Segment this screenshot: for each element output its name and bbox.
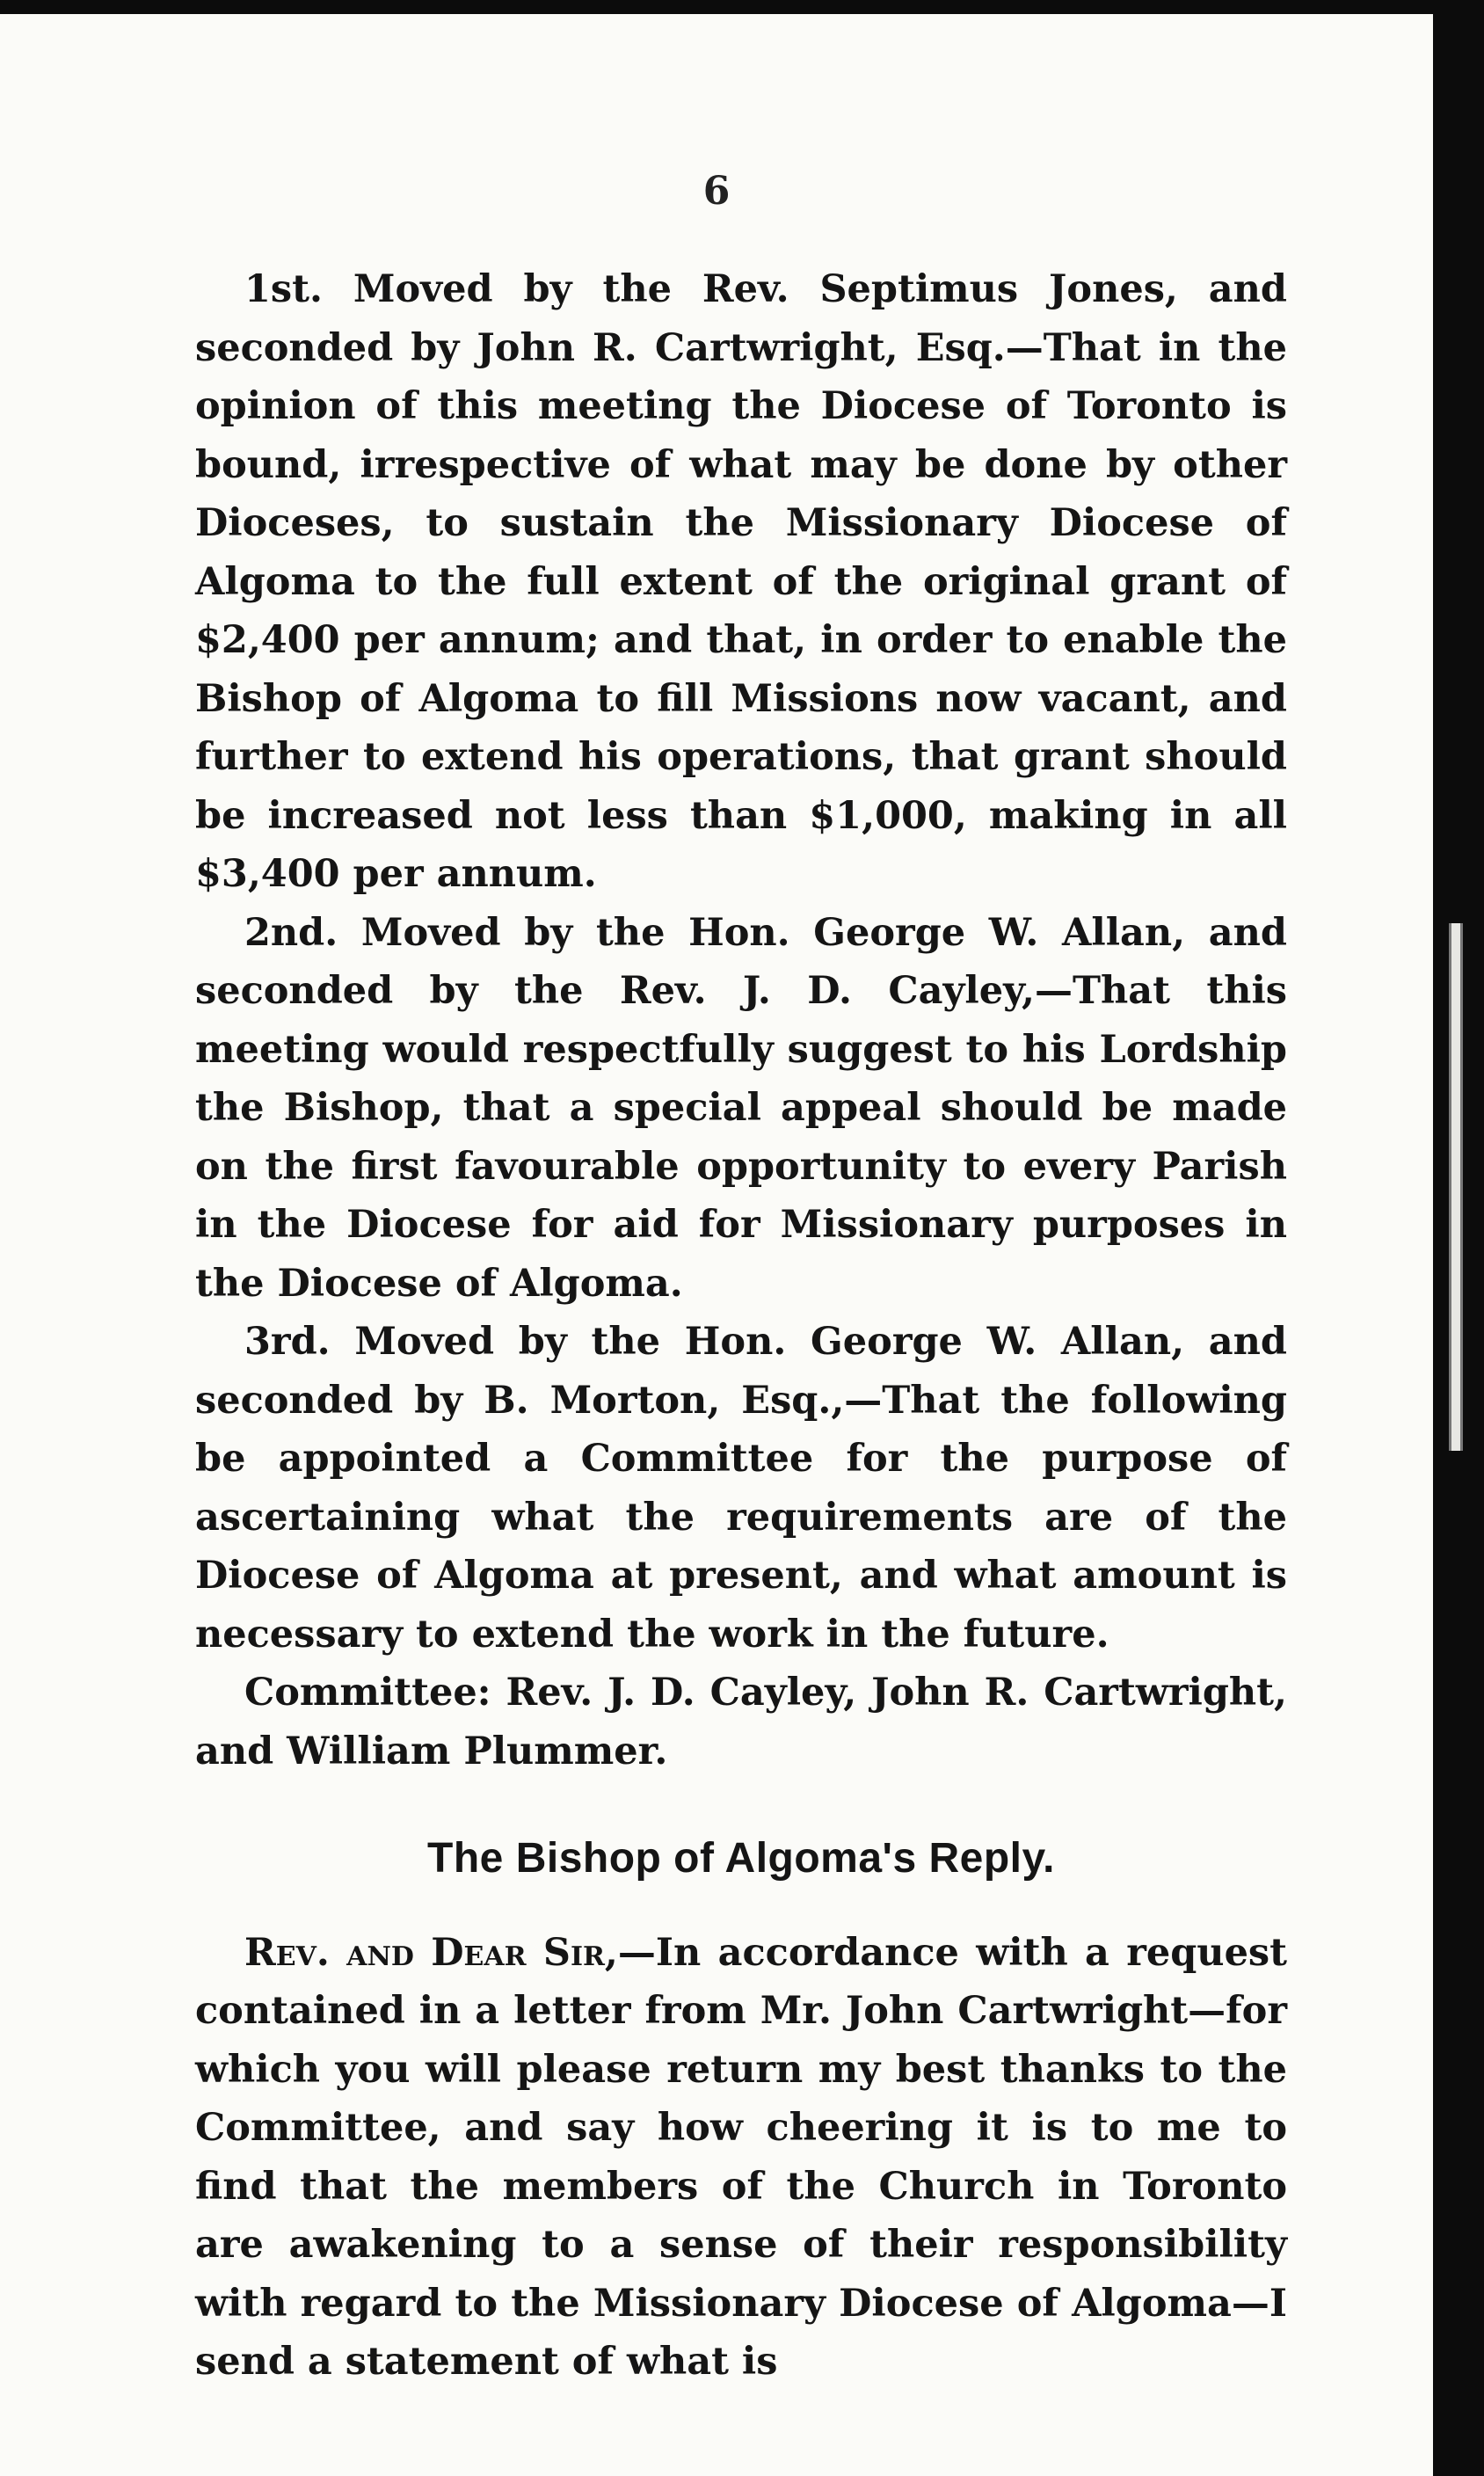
committee-list: Committee: Rev. J. D. Cayley, John R. Cartwright, and William Plummer. [195, 1671, 1287, 1773]
letter-salutation: Rev. and Dear Sir, [244, 1930, 618, 1975]
resolution-second: 2nd. Moved by the Hon. George W. Allan, and seconded by the Rev. J. D. Cayley,—That this meeting would respectfully suggest to his Lordship the Bishop, that a special appeal should be made on the first favourable opportunity to every Parish in the Diocese for aid for Missionary purposes in the Diocese of Algoma. [195, 910, 1287, 1306]
letter-body: —In accordance with a request contained in a letter from Mr. John Cartwright—for which you will please return my best thanks to the Committee, and say how cheering it is to me to find that the members of the Church in Toronto are awakening to a sense of their responsibility with regard to the Missionary Diocese of Algoma—I send a statement of what is [195, 1930, 1287, 2384]
page-number: 6 [702, 169, 731, 214]
letter-paragraph [195, 1924, 1287, 2392]
document-page [0, 14, 1433, 2476]
page-content [195, 260, 1287, 2392]
resolution-third: 3rd. Moved by the Hon. George W. Allan, and seconded by B. Morton, Esq.,—That the following be appointed a Committee for the purpose of ascertaining what the requirements are of the Diocese of Algoma at present, and what amount is necessary to extend the work in the future. [195, 1320, 1287, 1657]
section-heading: The Bishop of Algoma's Reply. [427, 1835, 1055, 1882]
binding-mark [1449, 923, 1463, 1451]
scan-top-edge [0, 0, 1484, 14]
resolution-first: 1st. Moved by the Rev. Septimus Jones, and seconded by John R. Cartwright, Esq.—That in the opinion of this meeting the Diocese of Toronto is bound, irrespective of what may be done by other Dioceses, to sustain the Missionary Diocese of Algoma to the full extent of the original grant of $2,400 per annum; and that, in order to enable the Bishop of Algoma to fill Missions now vacant, and further to extend his operations, that grant should be increased not less than $1,000, making in all $3,400 per annum. [195, 267, 1287, 896]
